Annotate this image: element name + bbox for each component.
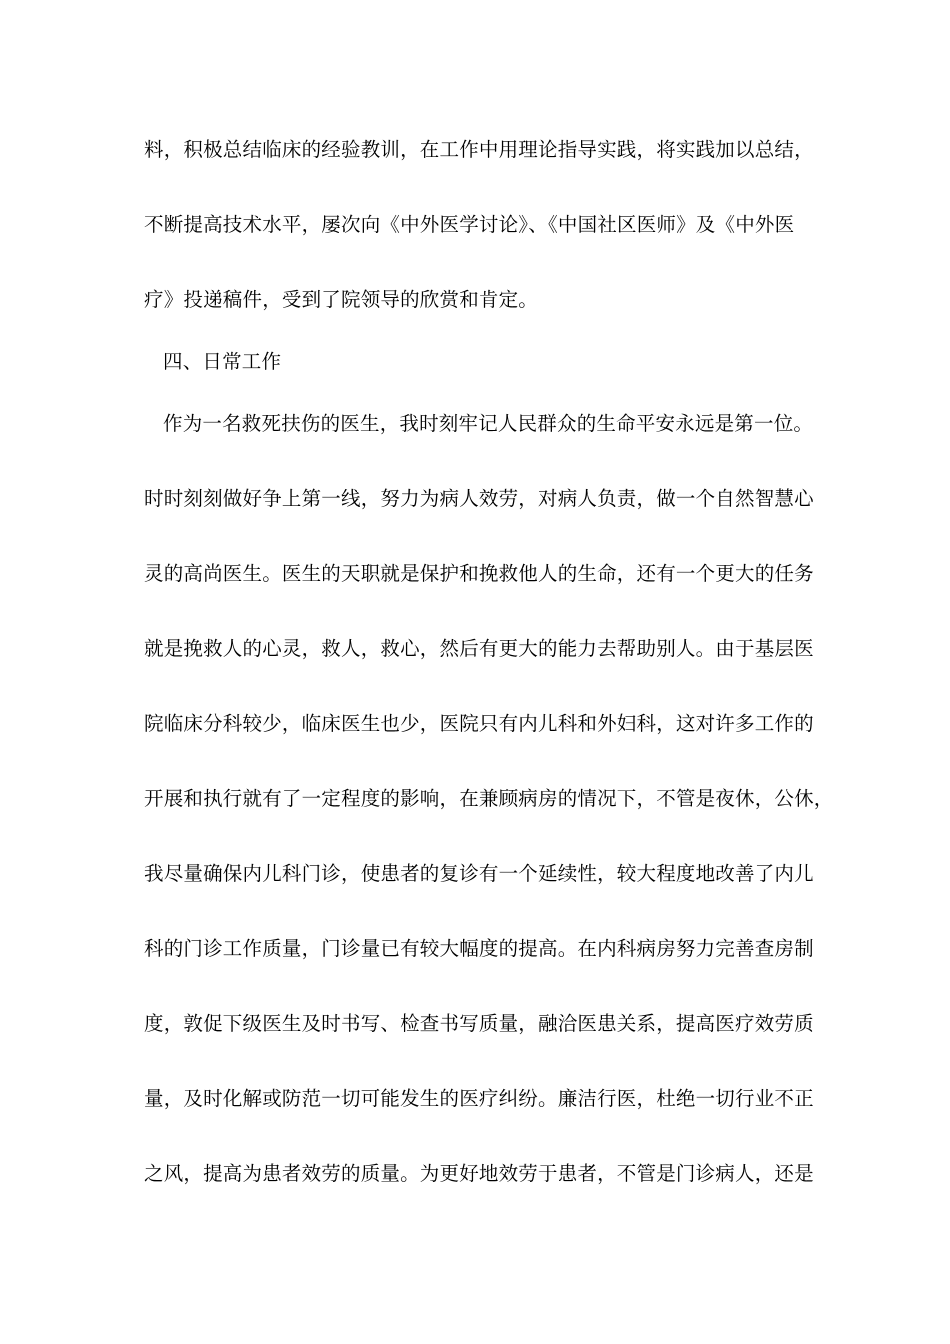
paragraph-line: 量，及时化解或防范一切可能发生的医疗纠纷。廉洁行医，杜绝一切行业不正: [144, 1087, 814, 1110]
paragraph-line: 就是挽救人的心灵，救人，救心，然后有更大的能力去帮助别人。由于基层医: [144, 637, 814, 660]
paragraph-line: 不断提高技术水平，屡次向《中外医学讨论》、《中国社区医师》及《中外医: [144, 213, 795, 236]
paragraph-line: 灵的高尚医生。医生的天职就是保护和挽救他人的生命，还有一个更大的任务: [144, 562, 814, 585]
paragraph-line: 作为一名救死扶伤的医生，我时刻牢记人民群众的生命平安永远是第一位。: [163, 412, 814, 435]
paragraph-line: 院临床分科较少，临床医生也少，医院只有内儿科和外妇科，这对许多工作的: [144, 712, 814, 735]
paragraph-line: 度，敦促下级医生及时书写、检查书写质量，融洽医患关系，提高医疗效劳质: [144, 1012, 814, 1035]
paragraph-line: 开展和执行就有了一定程度的影响，在兼顾病房的情况下，不管是夜休，公休，: [144, 787, 834, 810]
paragraph-line: 料，积极总结临床的经验教训，在工作中用理论指导实践，将实践加以总结，: [144, 138, 814, 161]
paragraph-line: 我尽量确保内儿科门诊，使患者的复诊有一个延续性，较大程度地改善了内儿: [144, 862, 814, 885]
paragraph-line: 之风，提高为患者效劳的质量。为更好地效劳于患者，不管是门诊病人，还是: [144, 1162, 814, 1185]
paragraph-line: 时时刻刻做好争上第一线，努力为病人效劳，对病人负责，做一个自然智慧心: [144, 487, 814, 510]
paragraph-line: 疗》投递稿件，受到了院领导的欣赏和肯定。: [144, 288, 539, 311]
paragraph-line: 科的门诊工作质量，门诊量已有较大幅度的提高。在内科病房努力完善查房制: [144, 937, 814, 960]
section-heading: 四、日常工作: [163, 350, 282, 373]
